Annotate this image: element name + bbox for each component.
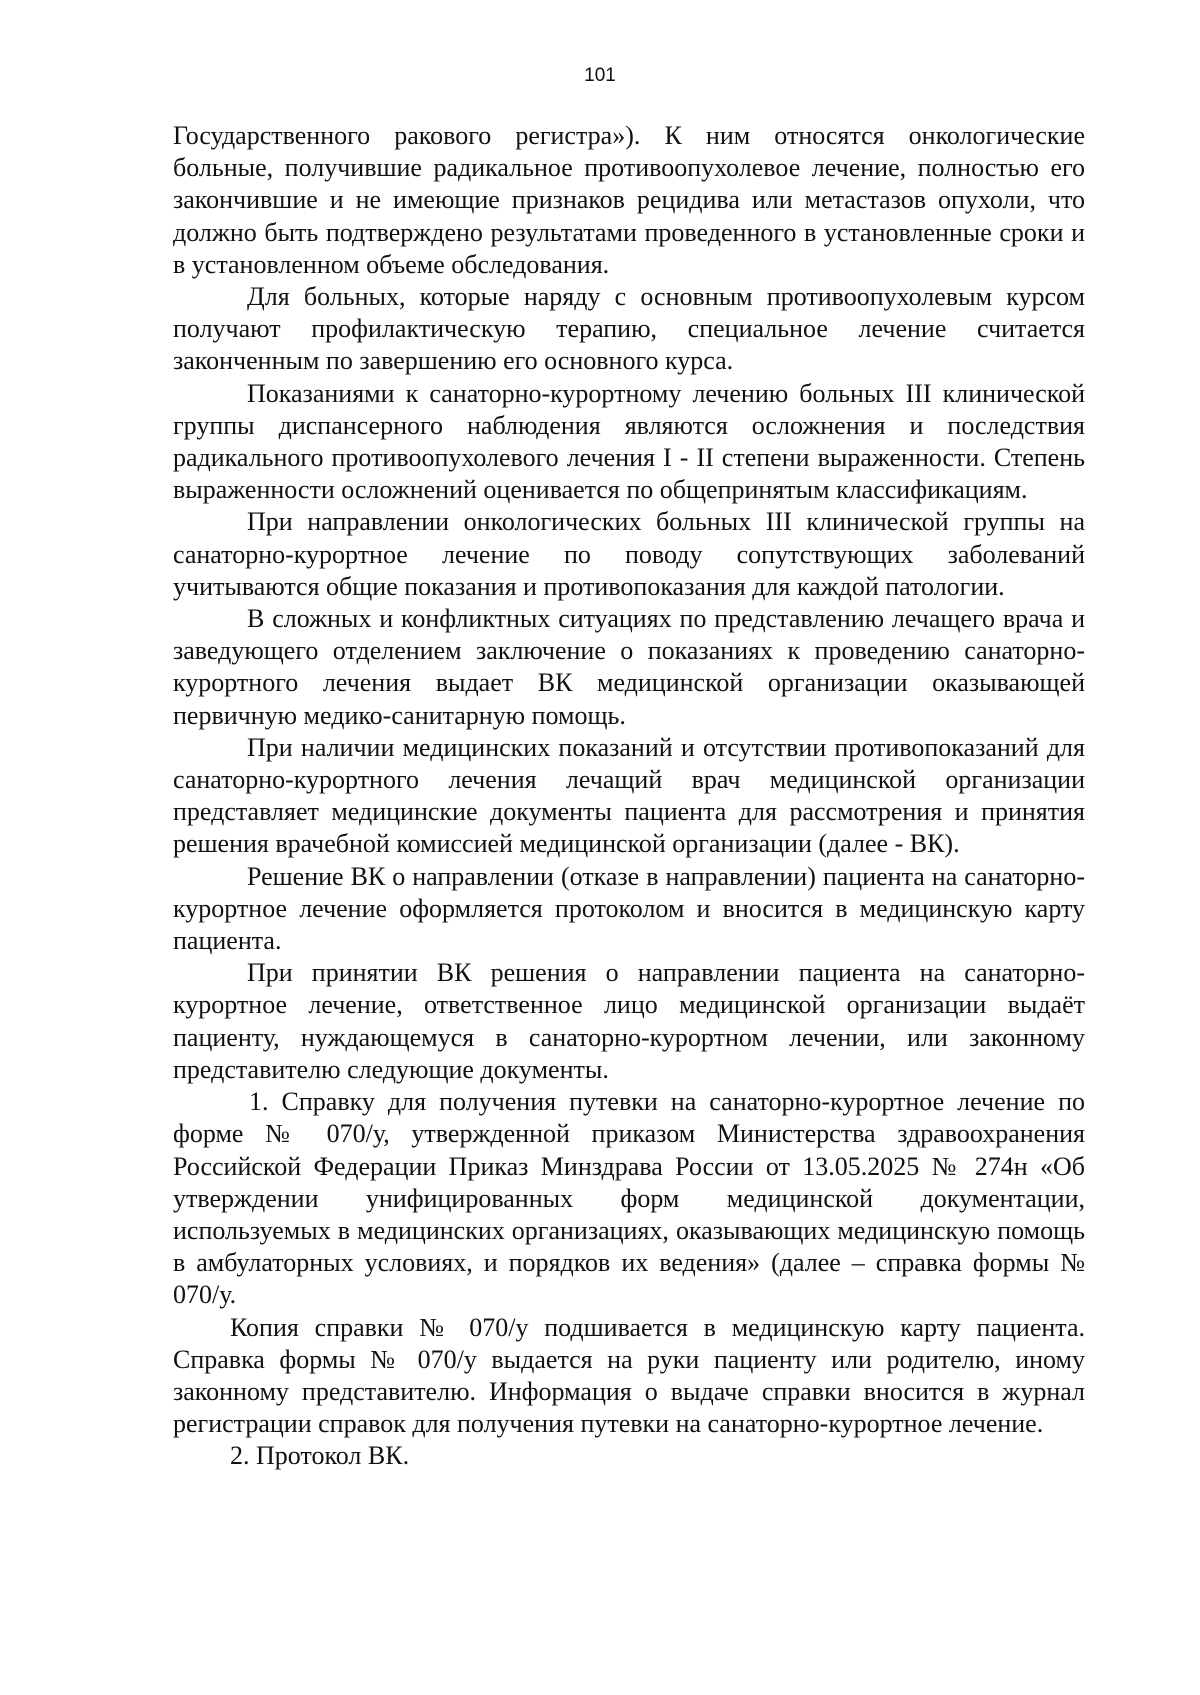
paragraph-concomitant-diseases: При направлении онкологических больных III клинической группы на санаторно-курортное лечение по поводу сопутствующих заболеваний учитываются общие показания и противопоказания для каждой патологии. [173, 507, 1085, 601]
document-body [173, 120, 1085, 1473]
list-item-protocol: 2. Протокол ВК. [230, 1441, 410, 1471]
paragraph-indications: Показаниями к санаторно-курортному лечению больных III клинической группы диспансерного наблюдения являются осложнения и последствия радикального противоопухолевого лечения I - II степени выраженности. Степень выраженности осложнений оценивается по общепринятым классификациям. [173, 378, 1085, 505]
paragraph-certificate-copy: Копия справки № 070/у подшивается в медицинскую карту пациента. Справка формы № 070/у выдается на руки пациенту или родителю, иному законному представителю. Информация о выдаче справки вносится в журнал регистрации справок для получения путевки на санаторно-курортное лечение. [173, 1312, 1085, 1439]
paragraph-prophylactic-therapy: Для больных, которые наряду с основным противоопухолевым курсом получают профилактическую терапию, специальное лечение считается законченным по завершению его основного курса. [173, 282, 1085, 376]
page-number: 101 [584, 65, 616, 86]
paragraph-cancer-registry: Государственного ракового регистра»). К ним относятся онкологические больные, получившие радикальное противоопухолевое лечение, полностью его закончившие и не имеющие признаков рецидива или метастазов опухоли, что должно быть подтверждено результатами проведенного в установленные сроки и в установленном объеме обследования. [173, 121, 1085, 279]
paragraph-vk-decision: Решение ВК о направлении (отказе в направлении) пациента на санаторно-курортное лечение оформляется протоколом и вносится в медицинскую карту пациента. [173, 861, 1085, 956]
paragraph-documents-issued: При принятии ВК решения о направлении пациента на санаторно-курортное лечение, ответственное лицо медицинской организации выдаёт пациенту, нуждающемуся в санаторно-курортном лечении, или законному представителю следующие документы. [173, 958, 1085, 1084]
paragraph-medical-indications: При наличии медицинских показаний и отсутствии противопоказаний для санаторно-курортного лечения лечащий врач медицинской организации представляет медицинские документы пациента для рассмотрения и принятия решения врачебной комиссией медицинской организации (далее - ВК). [173, 732, 1085, 859]
paragraph-conflict-situations: В сложных и конфликтных ситуациях по представлению лечащего врача и заведующего отделением заключение о показаниях к проведению санаторно-курортного лечения выдает ВК медицинской организации оказывающей первичную медико-санитарную помощь. [173, 604, 1085, 730]
list-item-certificate: 1. Справку для получения путевки на санаторно-курортное лечение по форме № 070/у, утвержденной приказом Министерства здравоохранения Российской Федерации Приказ Минздрава России от 13.05.2025 № 274н «Об утверждении унифицированных форм медицинской документации, используемых в медицинских организациях, оказывающих медицинскую помощь в амбулаторных условиях, и порядков их ведения» (далее – справка формы № 070/у. [173, 1087, 1085, 1310]
